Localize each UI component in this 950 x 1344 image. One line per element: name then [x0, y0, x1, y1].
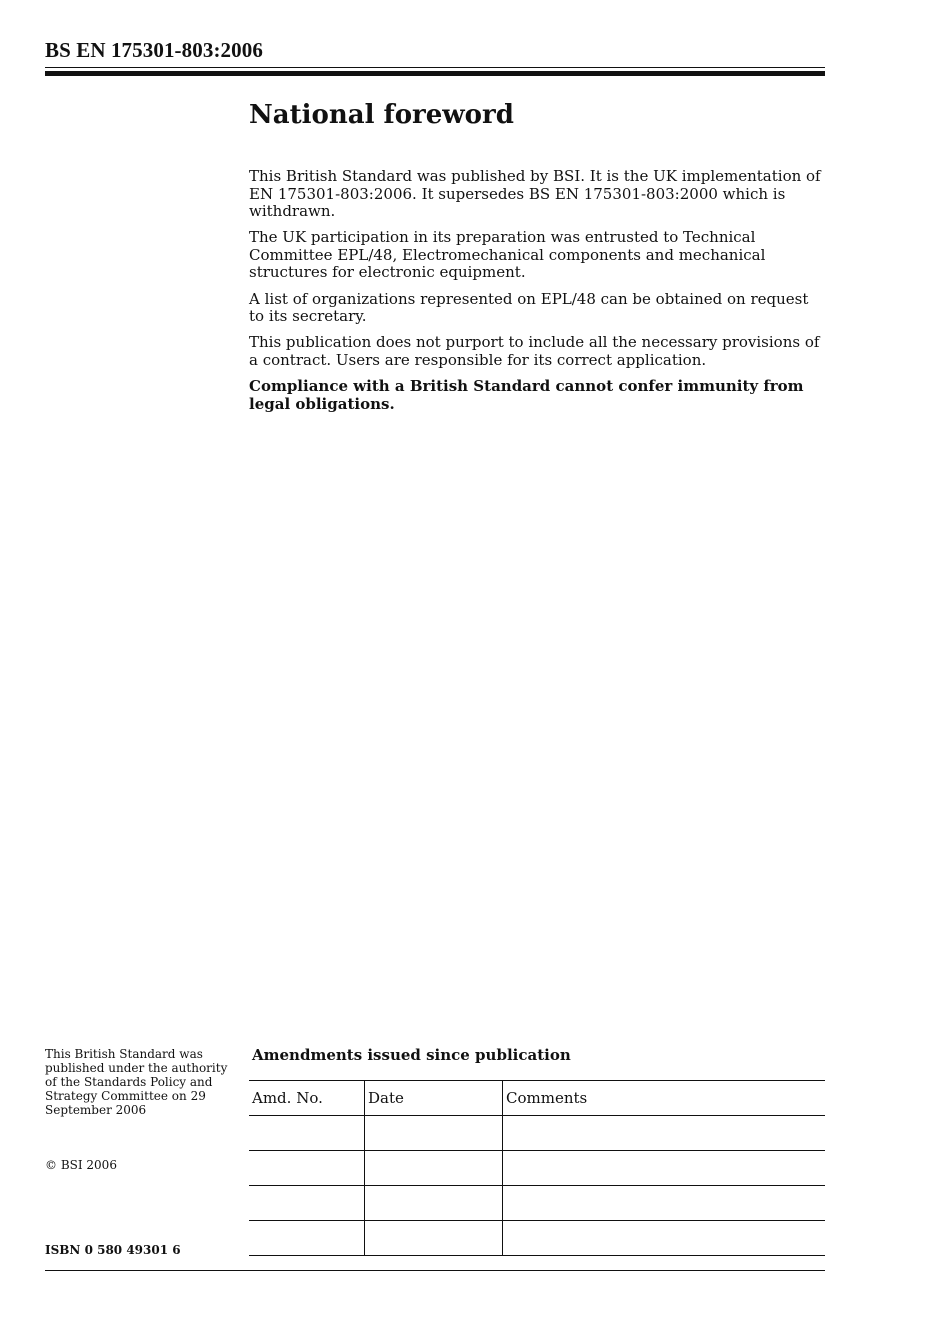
table-row — [249, 1221, 825, 1256]
isbn-number: ISBN 0 580 49301 6 — [45, 1243, 181, 1257]
foreword-paragraph-2: The UK participation in its preparation was entrusted to Technical Committee EPL/48, Electromechanical components and mechanical structures for electronic equipment. — [249, 228, 766, 282]
footer-rule — [45, 1270, 825, 1271]
column-header-amd-no: Amd. No. — [249, 1081, 365, 1116]
cell-comments — [503, 1151, 826, 1186]
cell-comments — [503, 1186, 826, 1221]
foreword-paragraph-1: This British Standard was published by BSI. It is the UK implementation of EN 175301-803:2006. It supersedes BS EN 175301-803:2000 which is withdrawn. — [249, 167, 821, 220]
cell-amd-no — [249, 1186, 365, 1221]
document-header — [45, 40, 825, 61]
amendments-table — [249, 1080, 825, 1256]
cell-comments — [503, 1221, 826, 1256]
cell-amd-no — [249, 1221, 365, 1256]
copyright-notice: © BSI 2006 — [45, 1158, 117, 1172]
publication-note: This British Standard was published under the authority of the Standards Policy and Strategy Committee on 29 September 2006 — [45, 1047, 228, 1117]
cell-date — [365, 1151, 503, 1186]
table-row — [249, 1116, 825, 1151]
column-header-comments: Comments — [503, 1081, 826, 1116]
document-code: BS EN 175301-803:2006 — [45, 38, 263, 62]
cell-date — [365, 1221, 503, 1256]
cell-date — [365, 1116, 503, 1151]
compliance-notice: Compliance with a British Standard cannot confer immunity from legal obligations. — [249, 377, 804, 413]
page-title: National foreword — [249, 100, 514, 130]
foreword-section — [249, 100, 825, 422]
column-header-date: Date — [365, 1081, 503, 1116]
table-row — [249, 1151, 825, 1186]
foreword-paragraph-3: A list of organizations represented on EPL/48 can be obtained on request to its secretary. — [249, 289, 809, 326]
cell-date — [365, 1186, 503, 1221]
cell-amd-no — [249, 1151, 365, 1186]
table-row — [249, 1186, 825, 1221]
header-thick-rule — [45, 71, 825, 76]
foreword-paragraph-4: This publication does not purport to include all the necessary provisions of a contract. Users are responsible for its correct application. — [249, 333, 820, 369]
cell-comments — [503, 1116, 826, 1151]
amendments-header-row — [249, 1081, 825, 1116]
amendments-title: Amendments issued since publication — [252, 1046, 571, 1064]
cell-amd-no — [249, 1116, 365, 1151]
header-thin-rule — [45, 67, 825, 68]
